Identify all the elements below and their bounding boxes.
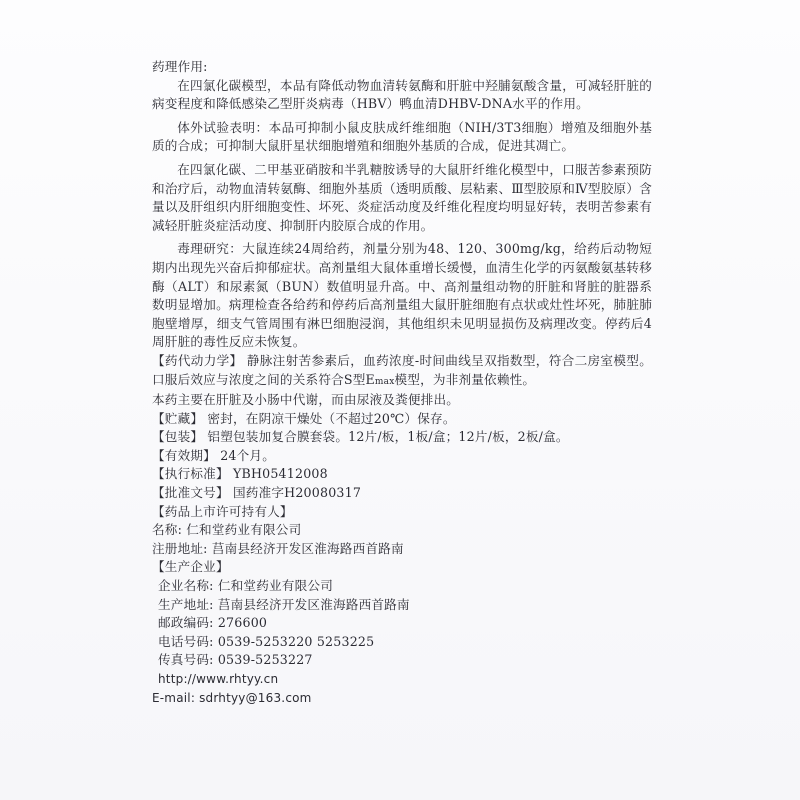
manufacturer-address: 莒南县经济开发区淮海路西首路南 xyxy=(217,596,410,612)
manufacturer-postcode-label: 邮政编码: xyxy=(158,615,214,631)
package-row xyxy=(152,428,652,447)
standard-text: YBH05412008 xyxy=(232,466,328,482)
manufacturer-fax-row xyxy=(152,651,652,670)
pharmacology-paragraph-1: 在四氯化碳模型，本品有降低动物血清转氨酶和肝脏中羟脯氨酸含量，可减轻肝脏的病变程度和降低感染乙型肝炎病毒（HBV）鸭血清DHBV-DNA水平的作用。 xyxy=(152,77,652,112)
pharmacokinetics-text-a: 静脉注射苦参素后，血药浓度-时间曲线呈双指数型，符合二房室模型。口服后效应与浓度之间的关系符合S型E xyxy=(152,352,652,387)
pharmacology-title: 药理作用: xyxy=(152,59,208,74)
manufacturer-website: ://www.rhtyy.cn xyxy=(183,672,279,686)
pharmacokinetics-subscript: max xyxy=(374,376,395,387)
manufacturer-phone: 0539-5253220 5253225 xyxy=(217,633,375,649)
manufacturer-label: 【生产企业】 xyxy=(152,559,229,575)
pharmacology-paragraph-2: 体外试验表明：本品可抑制小鼠皮肤成纤维细胞（NIH/3T3细胞）增殖及细胞外基质的合成；可抑制大鼠肝星状细胞增殖和细胞外基质的合成，促进其凋亡。 xyxy=(152,119,652,154)
manufacturer-fax: 0539-5253227 xyxy=(217,652,313,668)
manufacturer-address-label: 生产地址: xyxy=(158,596,214,612)
validity-text: 24个月。 xyxy=(220,447,275,463)
holder-address-row xyxy=(152,540,652,559)
manufacturer-postcode: 276600 xyxy=(217,615,268,631)
manufacturer-company-row xyxy=(152,577,652,596)
holder-name-row xyxy=(152,521,652,540)
validity-label: 【有效期】 xyxy=(152,447,216,463)
toxicology-paragraph: 毒理研究：大鼠连续24周给药，剂量分别为48、120、300mg/kg，给药后动物短期内出现先兴奋后抑郁症状。高剂量组大鼠体重增长缓慢，血清生化学的丙氨酸氨基转移酶（ALT）和尿素氮（BUN）数值明显升高。中、高剂量组动物的肝脏和肾脏的脏器系数明显增加。病理检查各给药和停药后高剂量组大鼠肝脏细胞有点状或灶性坏死，肺脏肺胞壁增厚，细支气管周围有淋巴细胞浸润，其他组织未见明显损伤及病理改变。停药后4周肝脏的毒性反应未恢复。 xyxy=(152,241,652,350)
approval-text: 国药准字H20080317 xyxy=(232,485,362,501)
manufacturer-website-row xyxy=(152,670,652,689)
pharmacokinetics-label: 【药代动力学】 xyxy=(152,352,243,368)
approval-label: 【批准文号】 xyxy=(152,485,229,501)
storage-text: 密封，在阴凉干燥处（不超过20℃）保存。 xyxy=(207,410,456,426)
pharmacokinetics-text-b: 模型，为非剂量依赖性。 xyxy=(394,371,536,387)
manufacturer-phone-row xyxy=(152,633,652,652)
storage-row xyxy=(152,410,652,429)
manufacturer-company-label: 企业名称: xyxy=(158,578,214,594)
standard-row xyxy=(152,465,652,484)
approval-row xyxy=(152,484,652,503)
pharmacokinetics-text-2: 本药主要在肝脏及小肠中代谢，而由尿液及粪便排出。 xyxy=(152,392,460,408)
manufacturer-address-row xyxy=(152,596,652,615)
package-label: 【包装】 xyxy=(152,429,204,445)
storage-label: 【贮藏】 xyxy=(152,410,204,426)
validity-row xyxy=(152,447,652,466)
manufacturer-phone-label: 电话号码: xyxy=(158,633,214,649)
manufacturer-email-row xyxy=(152,689,652,708)
manufacturer-postcode-row xyxy=(152,614,652,633)
holder-address: 莒南县经济开发区淮海路西首路南 xyxy=(211,540,404,556)
holder-label: 【药品上市许可持有人】 xyxy=(152,503,293,519)
holder-address-label: 注册地址: xyxy=(152,540,208,556)
holder-name-label: 名称: xyxy=(152,522,183,538)
holder-name: 仁和堂药业有限公司 xyxy=(186,522,302,538)
leaflet-content xyxy=(152,58,652,707)
manufacturer-fax-label: 传真号码: xyxy=(158,652,214,668)
pharmacokinetics-section xyxy=(152,352,652,391)
manufacturer-email-label: E-mail: xyxy=(152,690,196,705)
package-text: 铝塑包装加复合膜套袋。12片/板，1板/盒；12片/板，2板/盒。 xyxy=(207,429,569,445)
manufacturer-company: 仁和堂药业有限公司 xyxy=(217,578,333,594)
pharmacology-paragraph-3: 在四氯化碳、二甲基亚硝胺和半乳糖胺诱导的大鼠肝纤维化模型中，口服苦参素预防和治疗后，动物血清转氨酶、细胞外基质（透明质酸、层粘素、Ⅲ型胶原和Ⅳ型胶原）含量以及肝组织内肝细胞变性、坏死、炎症活动度及纤维化程度均明显好转，表明苦参素有减轻肝脏炎症活动度、抑制肝内胶原合成的作用。 xyxy=(152,161,652,233)
manufacturer-email: sdrhtyy@163.com xyxy=(199,690,312,705)
standard-label: 【执行标准】 xyxy=(152,466,229,482)
manufacturer-website-label: http xyxy=(158,672,184,686)
